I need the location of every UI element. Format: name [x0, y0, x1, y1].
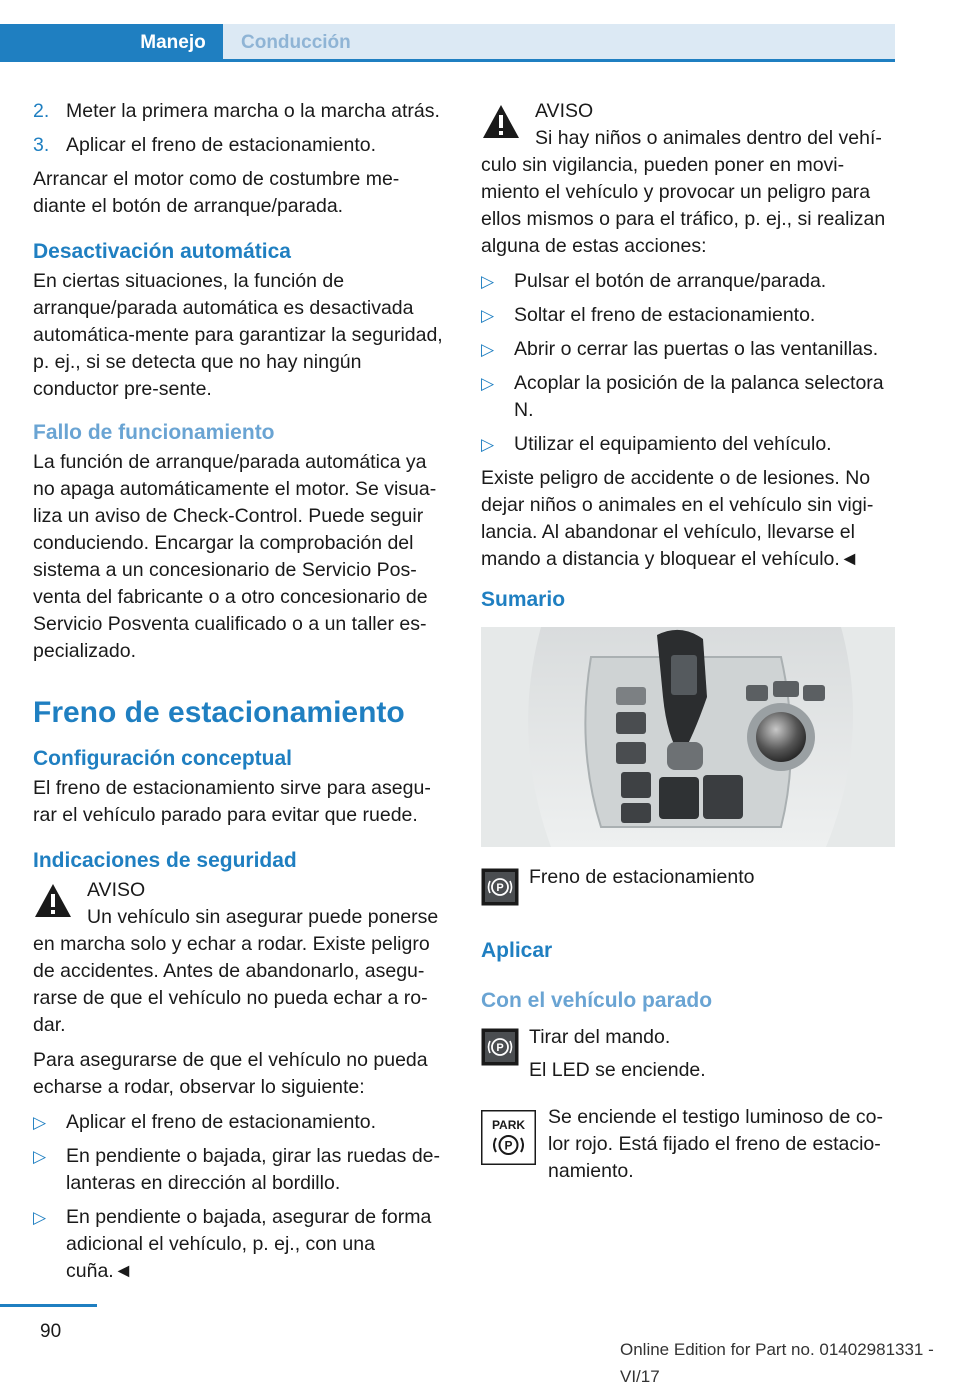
- heading-configuracion: Configuración conceptual: [33, 747, 293, 770]
- heading-fallo: Fallo de funcionamiento: [33, 421, 275, 444]
- park-indicator-icon: [481, 1110, 536, 1165]
- header-rule: [0, 59, 895, 62]
- step-text: Aplicar el freno de estacionamiento.: [66, 134, 377, 156]
- bullet-text: Soltar el freno de estacionamiento.: [514, 304, 816, 326]
- text-tirar: Tirar del mando.: [529, 1026, 671, 1048]
- bullet-text: En pendiente o bajada, asegurar de forma adicional el vehículo, p. ej., con una cuña.◄: [66, 1206, 432, 1282]
- paragraph-fallo: La función de arranque/parada automática ya no apaga automáticamente el motor. Se visua-liza un aviso de Check-Control. Puede seguir conduciendo. Encargar la comprobación del sistema a un concesionario de Servicio Pos-venta del fabricante o a otro concesionario de Servicio Posventa cualificado o a un taller es-pecializado.: [33, 451, 437, 662]
- edition-note: Online Edition for Part no. 01402981331 - VI/17: [620, 1340, 934, 1386]
- header-bar: [0, 0, 895, 62]
- triangle-bullet-icon: ▷: [481, 435, 495, 454]
- triangle-bullet-icon: ▷: [33, 1147, 47, 1166]
- bullet-text: Acoplar la posición de la palanca selectora N.: [514, 372, 884, 421]
- triangle-bullet-icon: ▷: [481, 306, 495, 325]
- paragraph-testigo: Se enciende el testigo luminoso de co-lor rojo. Está fijado el freno de estacio-namiento.: [548, 1106, 883, 1182]
- bullet-text: En pendiente o bajada, girar las ruedas de-lanteras en dirección al bordillo.: [66, 1145, 441, 1194]
- triangle-bullet-icon: ▷: [33, 1208, 47, 1227]
- bullet-text: Aplicar el freno de estacionamiento.: [66, 1111, 377, 1133]
- bullet-text: Pulsar el botón de arranque/parada.: [514, 270, 827, 292]
- parking-brake-button-icon: [481, 1028, 519, 1066]
- step-item: [33, 132, 447, 159]
- paragraph-asegurar: Para asegurarse de que el vehículo no pueda echarse a rodar, observar lo siguiente:: [33, 1049, 428, 1098]
- warning-icon: [33, 881, 73, 921]
- triangle-bullet-icon: ▷: [33, 1113, 47, 1132]
- triangle-bullet-icon: ▷: [481, 374, 495, 393]
- bullet-item: [33, 1109, 447, 1136]
- bullet-item: [481, 268, 895, 295]
- triangle-bullet-icon: ▷: [481, 340, 495, 359]
- warning-text: Un vehículo sin asegurar puede ponerse en marcha solo y echar a rodar. Existe peligro de accidentes. Antes de abandonarlo, asegu-rarse de que el vehículo no pueda echar a ro-dar.: [33, 906, 439, 1036]
- paragraph-desactivacion: En ciertas situaciones, la función de arranque/parada automática es desactivada automática-mente para garantizar la seguridad, p. ej., si se detecta que no hay ningún conductor pre-sente.: [33, 270, 443, 400]
- tab-manejo[interactable]: Manejo: [123, 24, 223, 62]
- svg-text:P: P: [496, 882, 504, 894]
- heading-sumario: Sumario: [481, 588, 566, 611]
- warning-text: Si hay niños o animales dentro del vehí-culo sin vigilancia, pueden poner en movi-miento el vehículo y provocar un peligro para ellos mismos o para el tráfico, p. ej., si realizan alguna de estas acciones:: [481, 127, 886, 257]
- bullet-item: [33, 1143, 447, 1197]
- page-number: 90: [40, 1321, 62, 1342]
- warning-block: [33, 877, 447, 1039]
- step-item: [33, 98, 447, 125]
- warning-block: [481, 98, 895, 260]
- warning-title: AVISO: [535, 100, 594, 122]
- right-column: [481, 98, 895, 581]
- bullet-item: [481, 370, 895, 424]
- heading-indicaciones: Indicaciones de seguridad: [33, 849, 297, 872]
- footer-rule: [0, 1304, 97, 1307]
- step-number: 2.: [33, 100, 50, 122]
- svg-text:P: P: [504, 1138, 513, 1153]
- bullet-text: Utilizar el equipamiento del vehículo.: [514, 433, 832, 455]
- bullet-item: [481, 302, 895, 329]
- paragraph-arrancar: Arrancar el motor como de costumbre me-diante el botón de arranque/parada.: [33, 168, 400, 217]
- tab-conduccion[interactable]: Conducción: [223, 24, 895, 62]
- warning-icon: [481, 102, 521, 142]
- left-column: [33, 98, 447, 1292]
- heading-desactivacion: Desactivación automática: [33, 240, 291, 263]
- paragraph-peligro: Existe peligro de accidente o de lesiones. No dejar niños o animales en el vehículo sin vigi-lancia. Al abandonar el vehículo, llevarse el mando a distancia y bloquear el vehículo.◄: [481, 467, 874, 570]
- parking-brake-button-icon: [481, 868, 519, 906]
- parking-brake-photo: [481, 627, 895, 847]
- bullet-item: [481, 431, 895, 458]
- step-text: Meter la primera marcha o la marcha atrás.: [66, 100, 440, 122]
- heading-vehiculo-parado: Con el vehículo parado: [481, 989, 713, 1012]
- warning-title: AVISO: [87, 879, 146, 901]
- svg-text:P: P: [496, 1042, 504, 1054]
- bullet-item: [481, 336, 895, 363]
- heading-freno-estacionamiento: Freno de estacionamiento: [33, 696, 405, 729]
- step-number: 3.: [33, 134, 50, 156]
- triangle-bullet-icon: ▷: [481, 272, 495, 291]
- paragraph-configuracion: El freno de estacionamiento sirve para asegu-rar el vehículo parado para evitar que ruede.: [33, 777, 431, 826]
- caption-freno: Freno de estacionamiento: [529, 866, 755, 888]
- text-led: El LED se enciende.: [529, 1059, 706, 1081]
- tab-previous: [0, 24, 123, 62]
- park-label: PARK: [491, 1118, 526, 1132]
- heading-aplicar: Aplicar: [481, 939, 553, 962]
- bullet-text: Abrir o cerrar las puertas o las ventanillas.: [514, 338, 879, 360]
- bullet-item: [33, 1204, 447, 1285]
